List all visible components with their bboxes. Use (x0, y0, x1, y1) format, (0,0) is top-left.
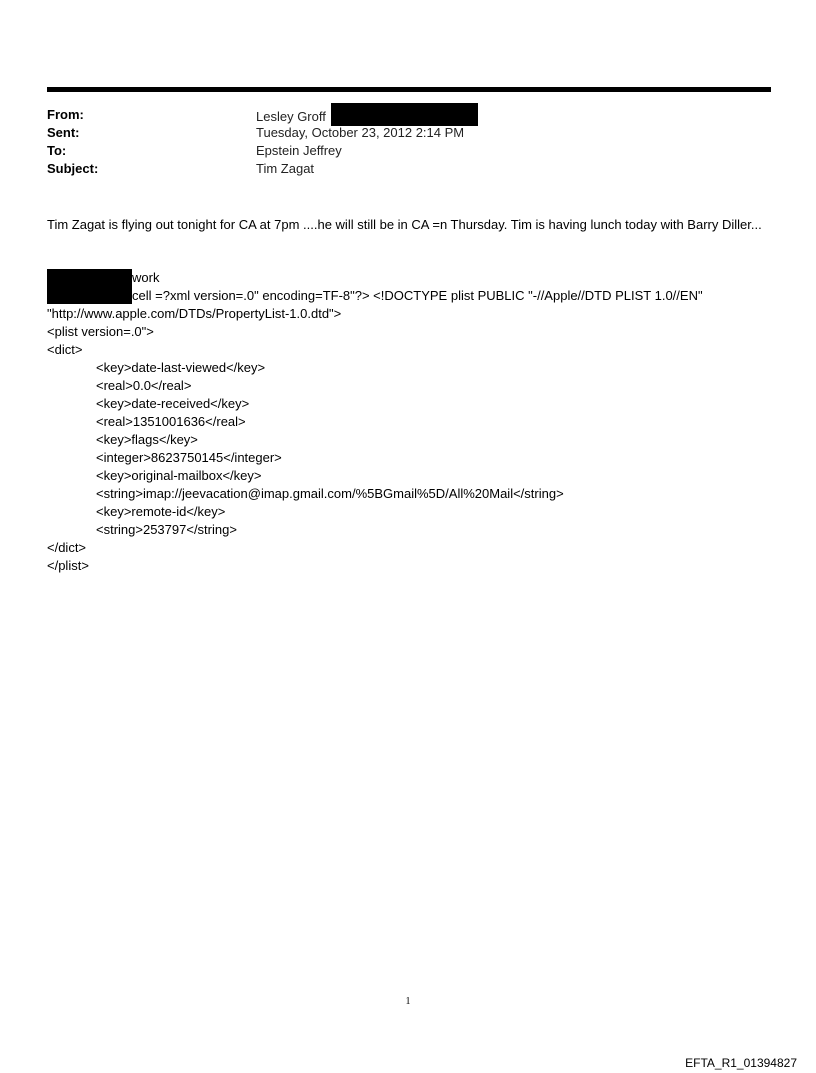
plist-line: <key>original-mailbox</key> (96, 468, 262, 483)
to-label: To: (47, 143, 67, 158)
plist-line: <integer>8623750145</integer> (96, 450, 282, 465)
plist-line: <key>remote-id</key> (96, 504, 226, 519)
signature-block (47, 269, 767, 589)
plist-line: </plist> (47, 558, 89, 573)
plist-line: <string>imap://jeevacation@imap.gmail.com/%5BGmail%5D/All%20Mail</string> (96, 486, 564, 501)
document-id: EFTA_R1_01394827 (685, 1056, 797, 1070)
sig-cell-line: cell =?xml version=.0" encoding=TF-8"?> <!DOCTYPE plist PUBLIC "-//Apple//DTD PLIST 1.0//EN" (132, 288, 703, 303)
plist-line: <key>flags</key> (96, 432, 198, 447)
sent-value: Tuesday, October 23, 2012 2:14 PM (256, 125, 465, 140)
plist-line: "http://www.apple.com/DTDs/PropertyList-1.0.dtd"> (47, 306, 342, 321)
to-value: Epstein Jeffrey (256, 143, 342, 158)
subject-value: Tim Zagat (256, 161, 315, 176)
plist-line: </dict> (47, 540, 87, 555)
plist-line: <real>1351001636</real> (96, 414, 246, 429)
redaction-box (331, 103, 478, 126)
message-body: Tim Zagat is flying out tonight for CA at 7pm ....he will still be in CA =n Thursday. Tim is having lunch today with Barry Diller... (47, 217, 762, 232)
plist-line: <plist version=.0"> (47, 324, 154, 339)
from-name: Lesley Groff (256, 108, 326, 124)
email-header (47, 106, 767, 178)
plist-line: <real>0.0</real> (96, 378, 192, 393)
sent-label: Sent: (47, 125, 80, 140)
plist-line: <key>date-received</key> (96, 396, 250, 411)
plist-line: <string>253797</string> (96, 522, 237, 537)
redaction-box (47, 269, 132, 304)
page-number: 1 (405, 996, 411, 1007)
plist-line: <dict> (47, 342, 83, 357)
plist-line: <key>date-last-viewed</key> (96, 360, 266, 375)
header-rule (47, 87, 771, 92)
from-label: From: (47, 107, 84, 122)
sig-work-line: work (132, 270, 160, 285)
subject-label: Subject: (47, 161, 99, 176)
